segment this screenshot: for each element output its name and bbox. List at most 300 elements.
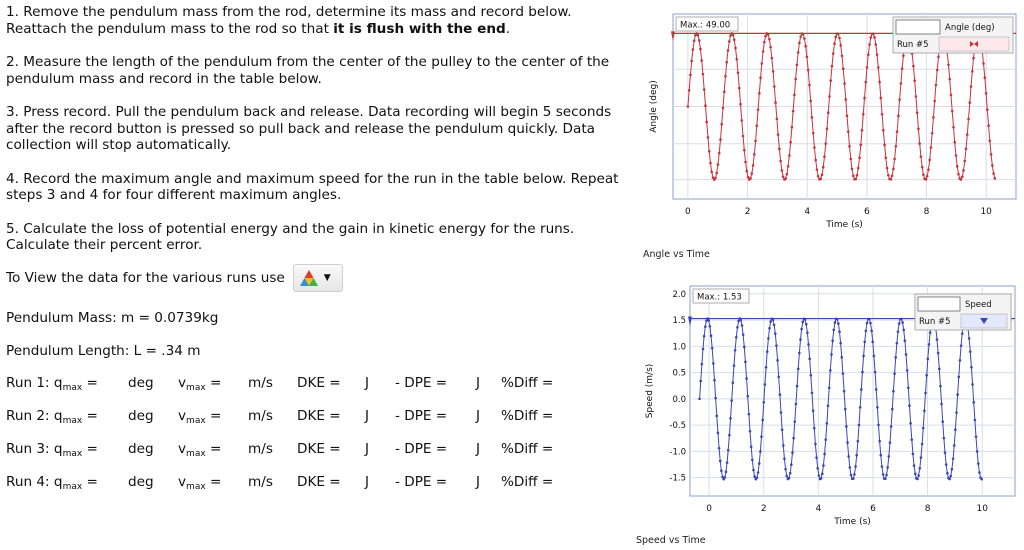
- data-point: [701, 363, 704, 366]
- data-point: [788, 154, 791, 157]
- data-point: [854, 465, 857, 468]
- data-point: [734, 47, 737, 50]
- data-point: [732, 34, 735, 37]
- data-point: [839, 342, 842, 345]
- data-point: [824, 438, 827, 441]
- data-point: [880, 97, 883, 100]
- data-point: [704, 104, 707, 107]
- data-point: [711, 347, 714, 350]
- data-point: [933, 100, 936, 103]
- data-point: [754, 140, 757, 143]
- data-point: [924, 392, 927, 395]
- data-point: [989, 140, 992, 143]
- data-point: [808, 358, 811, 361]
- data-point: [994, 177, 997, 180]
- table-row: [6, 474, 626, 492]
- data-point: [890, 178, 893, 181]
- data-point: [837, 322, 840, 325]
- data-point: [858, 156, 861, 159]
- data-point: [921, 166, 924, 169]
- data-point: [874, 371, 877, 374]
- data-point: [857, 440, 860, 443]
- speed-unit: m/s: [248, 441, 273, 457]
- data-point: [962, 169, 965, 172]
- data-point: [860, 388, 863, 391]
- data-point: [807, 69, 810, 72]
- run-label: Run 1: $q_{max}$ =: [6, 375, 98, 393]
- data-point: [876, 53, 879, 56]
- data-point: [767, 33, 770, 36]
- data-point: [782, 444, 785, 447]
- y-tick-label: -0.5: [669, 421, 686, 432]
- table-row: [6, 441, 626, 459]
- data-point: [972, 401, 975, 404]
- y-tick-label: -1.5: [669, 473, 686, 484]
- data-point: [723, 476, 726, 479]
- data-point: [735, 58, 738, 61]
- data-point: [812, 410, 815, 413]
- data-point: [744, 161, 747, 164]
- data-point: [967, 118, 970, 121]
- data-point: [720, 469, 723, 472]
- legend-run-label: Run #5: [919, 317, 951, 327]
- data-point: [886, 466, 889, 469]
- data-point: [892, 168, 895, 171]
- data-point: [897, 330, 900, 333]
- data-point: [784, 177, 787, 180]
- data-point: [727, 449, 730, 452]
- data-point: [823, 155, 826, 158]
- data-point: [763, 41, 766, 44]
- deg-unit: deg: [128, 441, 154, 457]
- data-point: [702, 73, 705, 76]
- data-point: [805, 323, 808, 326]
- data-point: [714, 397, 717, 400]
- data-point: [789, 141, 792, 144]
- data-point: [757, 471, 760, 474]
- data-point: [799, 338, 802, 341]
- data-point: [707, 319, 710, 322]
- data-point: [914, 473, 917, 476]
- vmax-label: $v_{max}$ =: [178, 474, 222, 492]
- data-point: [762, 50, 765, 53]
- data-point: [733, 364, 736, 367]
- data-point: [982, 62, 985, 65]
- data-point: [726, 461, 729, 464]
- data-point: [778, 148, 781, 151]
- data-point: [966, 133, 969, 136]
- data-point: [928, 159, 931, 162]
- data-point: [753, 153, 756, 156]
- data-point: [957, 173, 960, 176]
- data-point: [840, 356, 843, 359]
- data-point: [743, 346, 746, 349]
- data-point: [876, 406, 879, 409]
- data-point: [769, 46, 772, 49]
- data-point: [941, 420, 944, 423]
- data-point: [937, 352, 940, 355]
- data-point: [918, 142, 921, 145]
- data-point: [828, 95, 831, 98]
- data-point: [777, 133, 780, 136]
- data-point: [688, 89, 691, 92]
- data-point: [704, 325, 707, 328]
- data-point: [970, 366, 973, 369]
- data-point: [852, 477, 855, 480]
- data-point: [943, 437, 946, 440]
- dpe-label: - DPE =: [395, 474, 448, 490]
- data-point: [776, 359, 779, 362]
- data-point: [920, 456, 923, 459]
- data-point: [896, 342, 899, 345]
- data-point: [699, 380, 702, 383]
- data-point: [900, 318, 903, 321]
- data-point: [985, 92, 988, 95]
- data-point: [990, 153, 993, 156]
- data-point: [737, 320, 740, 323]
- data-point: [938, 368, 941, 371]
- data-point: [882, 129, 885, 132]
- data-point: [787, 165, 790, 168]
- data-point: [871, 341, 874, 344]
- data-point: [897, 115, 900, 118]
- data-point: [789, 472, 792, 475]
- data-point: [838, 37, 841, 40]
- data-point: [837, 33, 840, 36]
- joule-unit: J: [365, 375, 370, 391]
- data-point: [960, 344, 963, 347]
- data-point: [710, 171, 713, 174]
- data-point: [737, 71, 740, 74]
- data-point: [818, 474, 821, 477]
- data-point: [870, 36, 873, 39]
- data-point: [718, 152, 721, 155]
- data-point: [951, 468, 954, 471]
- data-point: [714, 177, 717, 180]
- data-point: [734, 349, 737, 352]
- data-point: [898, 322, 901, 325]
- data-point: [960, 178, 963, 181]
- run-label: Run 3: $q_{max}$ =: [6, 441, 98, 459]
- data-point: [820, 477, 823, 480]
- data-point: [932, 116, 935, 119]
- data-point: [877, 66, 880, 69]
- data-point: [896, 130, 899, 133]
- data-point: [729, 417, 732, 420]
- data-point: [736, 326, 739, 329]
- data-point: [862, 113, 865, 116]
- data-point: [765, 366, 768, 369]
- y-tick-label: 1.5: [672, 316, 686, 327]
- data-point: [879, 454, 882, 457]
- data-point: [888, 455, 891, 458]
- data-point: [949, 475, 952, 478]
- data-point: [712, 362, 715, 365]
- data-point: [703, 88, 706, 91]
- speed-unit: m/s: [248, 375, 273, 391]
- data-point: [708, 150, 711, 153]
- instruction-step-2: 2. Measure the length of the pendulum from the center of the pulley to the center of the pendulum mass and record in the table below.: [6, 54, 610, 87]
- data-point: [766, 350, 769, 353]
- run-label: Run 4: $q_{max}$ =: [6, 474, 98, 492]
- data-point: [693, 39, 696, 42]
- data-point: [786, 173, 789, 176]
- data-point: [749, 177, 752, 180]
- data-point: [956, 165, 959, 168]
- data-point: [811, 392, 814, 395]
- data-point: [843, 82, 846, 85]
- data-point: [957, 376, 960, 379]
- data-point: [992, 172, 995, 175]
- data-point: [758, 92, 761, 95]
- data-point: [971, 383, 974, 386]
- data-point: [707, 136, 710, 139]
- data-point: [930, 146, 933, 149]
- data-point: [910, 438, 913, 441]
- data-point: [817, 175, 820, 178]
- x-axis-label: Time (s): [834, 517, 871, 527]
- data-point: [772, 70, 775, 73]
- data-point: [814, 443, 817, 446]
- data-point: [865, 329, 868, 332]
- data-point: [697, 34, 700, 37]
- y-axis-label: Angle (deg): [649, 80, 659, 133]
- data-point: [721, 476, 724, 479]
- data-point: [713, 379, 716, 382]
- data-point: [732, 381, 735, 384]
- data-point: [828, 386, 831, 389]
- data-point: [885, 474, 888, 477]
- data-point: [742, 333, 745, 336]
- speed-vs-time-chart: [636, 262, 1020, 532]
- x-axis-label: Time (s): [826, 220, 863, 230]
- data-point: [728, 40, 731, 43]
- x-tick-label: 6: [870, 504, 876, 514]
- data-point: [689, 74, 692, 77]
- data-point: [823, 453, 826, 456]
- data-point: [764, 383, 767, 386]
- data-point: [895, 145, 898, 148]
- data-point: [785, 475, 788, 478]
- percent-diff-label: %Diff =: [501, 408, 554, 424]
- data-point: [792, 437, 795, 440]
- data-point: [772, 318, 775, 321]
- run-select-button[interactable]: [293, 264, 343, 292]
- x-tick-label: 8: [923, 207, 930, 217]
- data-point: [868, 43, 871, 46]
- data-point: [974, 419, 977, 422]
- data-point: [793, 94, 796, 97]
- data-point: [834, 321, 837, 324]
- percent-diff-label: %Diff =: [501, 375, 554, 391]
- x-tick-label: 6: [864, 207, 870, 217]
- data-point: [906, 369, 909, 372]
- data-point: [761, 419, 764, 422]
- instruction-step-1: 1. Remove the pendulum mass from the rod, determine its mass and record below. Reattach the pendulum mass to the rod so that it is flush with the end.: [6, 4, 572, 37]
- legend-label: Speed: [965, 300, 992, 310]
- data-point: [854, 178, 857, 181]
- data-point: [878, 440, 881, 443]
- data-point: [725, 61, 728, 64]
- data-point: [842, 372, 845, 375]
- data-point: [768, 327, 771, 330]
- data-point: [873, 36, 876, 39]
- x-tick-label: 2: [760, 504, 767, 514]
- data-point: [972, 57, 975, 60]
- data-point: [859, 144, 862, 147]
- max-label: Max.: 1.53: [697, 292, 742, 303]
- data-point: [916, 478, 919, 481]
- data-point: [815, 456, 818, 459]
- data-point: [861, 371, 864, 374]
- data-point: [781, 169, 784, 172]
- data-point: [881, 113, 884, 116]
- legend-swatch: [918, 297, 960, 311]
- data-point: [898, 98, 901, 101]
- data-point: [746, 395, 749, 398]
- data-point: [863, 341, 866, 344]
- data-point: [798, 42, 801, 45]
- data-point: [891, 174, 894, 177]
- data-point: [762, 401, 765, 404]
- view-runs-text: To View the data for the various runs use: [6, 270, 285, 286]
- data-point: [777, 376, 780, 379]
- instruction-step-5: 5. Calculate the loss of potential energy and the gain in kinetic energy for the runs. Calculate their percent error.: [6, 220, 575, 253]
- data-point: [839, 44, 842, 47]
- flush-emphasis: it is flush with the end: [333, 20, 506, 37]
- data-point: [883, 144, 886, 147]
- joule-unit: J: [365, 441, 370, 457]
- pendulum-mass: Pendulum Mass: m = 0.0739kg: [6, 310, 219, 326]
- data-point: [797, 51, 800, 54]
- dke-label: DKE =: [297, 474, 341, 490]
- data-point: [813, 146, 816, 149]
- data-point: [965, 148, 968, 151]
- data-point: [779, 393, 782, 396]
- data-point: [970, 85, 973, 88]
- data-point: [750, 445, 753, 448]
- data-point: [690, 60, 693, 63]
- data-point: [856, 174, 859, 177]
- data-point: [705, 121, 708, 124]
- data-point: [925, 178, 928, 181]
- data-point: [917, 474, 920, 477]
- dpe-label: - DPE =: [395, 408, 448, 424]
- data-point: [813, 427, 816, 430]
- data-point: [893, 158, 896, 161]
- data-point: [952, 457, 955, 460]
- legend-label: Angle (deg): [945, 23, 995, 33]
- y-tick-label: -1.0: [669, 447, 686, 458]
- data-point: [850, 474, 853, 477]
- data-point: [980, 478, 983, 481]
- data-point: [717, 432, 720, 435]
- data-point: [868, 318, 871, 321]
- joule-unit: J: [365, 408, 370, 424]
- data-point: [831, 339, 834, 342]
- data-point: [858, 424, 861, 427]
- data-point: [709, 325, 712, 328]
- data-point: [775, 344, 778, 347]
- x-tick-label: 4: [804, 207, 811, 217]
- data-point: [870, 329, 873, 332]
- y-tick-label: 2.0: [672, 289, 686, 300]
- data-point: [744, 361, 747, 364]
- data-point: [984, 76, 987, 79]
- joule-unit: J: [476, 408, 481, 424]
- data-point: [756, 124, 759, 127]
- data-point: [728, 434, 731, 437]
- data-point: [767, 337, 770, 340]
- data-point: [796, 63, 799, 66]
- data-point: [844, 408, 847, 411]
- data-point: [727, 49, 730, 52]
- data-point: [698, 39, 701, 42]
- joule-unit: J: [365, 474, 370, 490]
- data-point: [773, 324, 776, 327]
- vmax-label: $v_{max}$ =: [178, 375, 222, 393]
- data-point: [852, 174, 855, 177]
- data-point: [913, 79, 916, 82]
- data-point: [799, 35, 802, 38]
- data-point: [700, 59, 703, 62]
- data-point: [740, 319, 743, 322]
- percent-diff-label: %Diff =: [501, 441, 554, 457]
- data-point: [867, 53, 870, 56]
- data-point: [925, 374, 928, 377]
- data-point: [719, 138, 722, 141]
- data-point: [922, 427, 925, 430]
- data-point: [902, 329, 905, 332]
- x-tick-label: 2: [744, 207, 751, 217]
- data-point: [792, 110, 795, 113]
- data-point: [939, 385, 942, 388]
- data-point: [814, 159, 817, 162]
- data-point: [859, 406, 862, 409]
- data-point: [953, 141, 956, 144]
- data-point: [779, 160, 782, 163]
- data-point: [831, 65, 834, 68]
- dke-label: DKE =: [297, 375, 341, 391]
- data-point: [769, 320, 772, 323]
- data-point: [893, 372, 896, 375]
- dke-label: DKE =: [297, 408, 341, 424]
- data-point: [819, 178, 822, 181]
- data-point: [809, 100, 812, 103]
- pendulum-length: Pendulum Length: L = .34 m: [6, 343, 201, 359]
- data-point: [927, 168, 930, 171]
- x-tick-label: 8: [924, 504, 931, 514]
- data-point: [698, 398, 701, 401]
- data-point: [936, 338, 939, 341]
- data-point: [866, 322, 869, 325]
- x-tick-label: 10: [980, 207, 992, 217]
- data-point: [829, 79, 832, 82]
- data-point: [758, 462, 761, 465]
- data-point: [751, 172, 754, 175]
- data-point: [800, 328, 803, 331]
- data-point: [749, 430, 752, 433]
- data-point: [926, 175, 929, 178]
- data-point: [913, 464, 916, 467]
- data-point: [720, 123, 723, 126]
- data-point: [915, 95, 918, 98]
- data-point: [869, 322, 872, 325]
- data-point: [912, 65, 915, 68]
- data-point: [794, 78, 797, 81]
- data-point: [920, 155, 923, 158]
- data-point: [738, 87, 741, 90]
